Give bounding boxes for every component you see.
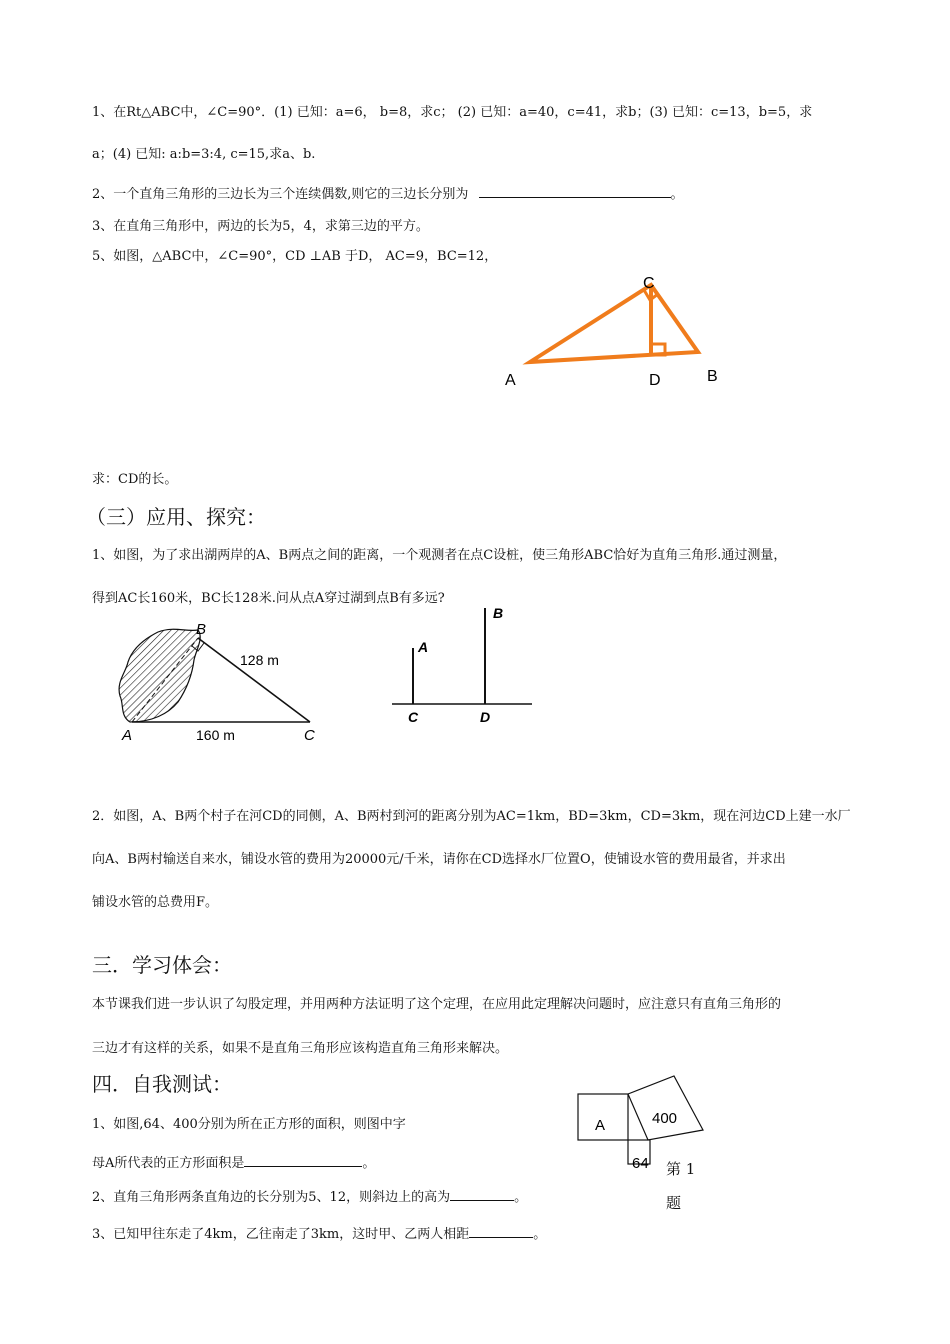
river-label-b: B xyxy=(493,605,504,621)
label-c: C xyxy=(643,275,655,292)
label-a: A xyxy=(505,372,516,389)
q5-line: 5、如图，△ABC中，∠C=90°，CD ⊥AB 于D， AC=9，BC=12， xyxy=(92,249,498,264)
q1-line2: a；(4) 已知: a:b=3:4, c=15,求a、b. xyxy=(92,147,316,162)
segment-bc xyxy=(198,638,310,722)
test-q2-end: 。 xyxy=(514,1190,528,1205)
squares-label-a: A xyxy=(595,1117,606,1134)
q2-line xyxy=(92,185,684,201)
test-q1-end: 。 xyxy=(362,1156,376,1171)
q3-line: 3、在直角三角形中，两边的长为5，4，求第三边的平方。 xyxy=(92,219,429,234)
q1-line1: 1、在Rt△ABC中，∠C=90°．(1) 已知：a=6， b=8，求c； (2) 已知：a=40，c=41，求b；(3) 已知：c=13，b=5，求 xyxy=(92,105,813,120)
lake-shape xyxy=(119,629,200,722)
q2-answer-blank[interactable] xyxy=(479,185,671,198)
figure-caption-line1: 第 1 xyxy=(666,1160,696,1178)
figure-caption-line2: 题 xyxy=(666,1194,682,1212)
river-figure xyxy=(390,600,550,730)
q2-text: 2、一个直角三角形的三边长为三个连续偶数,则它的三边长分别为 xyxy=(92,187,469,202)
reflect-line2: 三边才有这样的关系，如果不是直角三角形应该构造直角三角形来解决。 xyxy=(92,1041,509,1056)
river-label-d: D xyxy=(480,709,491,725)
test-q3-end: 。 xyxy=(533,1227,547,1242)
apply-p1-line1: 1、如图，为了求出湖两岸的A、B两点之间的距离，一个观测者在点C设桩，使三角形ABC恰好为直角三角形.通过测量， xyxy=(92,548,787,563)
squares-label-400: 400 xyxy=(652,1110,678,1127)
river-label-c: C xyxy=(408,709,419,725)
apply-p2-line2: 向A、B两村输送自来水，铺设水管的费用为20000元/千米，请你在CD选择水厂位置O，使铺设水管的费用最省，并求出 xyxy=(92,852,786,867)
test-q1-answer-blank[interactable] xyxy=(244,1154,362,1167)
lake-label-b: B xyxy=(196,621,207,638)
test-q2-answer-blank[interactable] xyxy=(450,1188,514,1201)
test-q2-line xyxy=(92,1188,527,1204)
triangle-abc xyxy=(530,285,698,362)
lake-figure xyxy=(112,618,332,748)
apply-p2-line3: 铺设水管的总费用F。 xyxy=(92,895,219,910)
triangle-figure xyxy=(500,272,740,392)
apply-p2-line1: 2．如图，A、B两个村子在河CD的同侧，A、B两村到河的距离分别为AC=1km，BD=3km，CD=3km，现在河边CD上建一水厂 xyxy=(92,809,851,824)
lake-label-c: C xyxy=(304,727,315,744)
q5-ask: 求：CD的长。 xyxy=(92,472,178,487)
square-400 xyxy=(628,1076,703,1140)
test-q3-text: 3、已知甲往东走了4km，乙往南走了3km，这时甲、乙两人相距 xyxy=(92,1227,470,1242)
section-test-heading: 四．自我测试： xyxy=(92,1072,232,1096)
test-q2-text: 2、直角三角形两条直角边的长分别为5、12，则斜边上的高为 xyxy=(92,1190,451,1205)
test-q3-answer-blank[interactable] xyxy=(469,1225,533,1238)
river-label-a: A xyxy=(418,639,429,655)
lake-label-bc: 128 m xyxy=(240,652,279,668)
test-q3-line xyxy=(92,1225,546,1241)
lake-label-a: A xyxy=(122,727,133,744)
section-reflect-heading: 三．学习体会： xyxy=(92,953,232,977)
test-q1-line1: 1、如图,64、400分别为所在正方形的面积，则图中字 xyxy=(92,1117,406,1132)
lake-label-ac: 160 m xyxy=(196,727,235,743)
squares-figure xyxy=(570,1070,740,1180)
test-q1-text: 母A所代表的正方形面积是 xyxy=(92,1156,245,1171)
test-q1-line2 xyxy=(92,1154,375,1170)
label-d: D xyxy=(649,372,661,389)
squares-label-64: 64 xyxy=(632,1155,649,1172)
apply-p1-line2: 得到AC长160米，BC长128米.问从点A穿过湖到点B有多远? xyxy=(92,591,445,606)
reflect-line1: 本节课我们进一步认识了勾股定理，并用两种方法证明了这个定理，在应用此定理解决问题时，应注意只有直角三角形的 xyxy=(92,997,782,1012)
label-b: B xyxy=(707,368,718,385)
q2-end: 。 xyxy=(670,187,684,202)
section-apply-heading: （三）应用、探究： xyxy=(86,505,266,529)
